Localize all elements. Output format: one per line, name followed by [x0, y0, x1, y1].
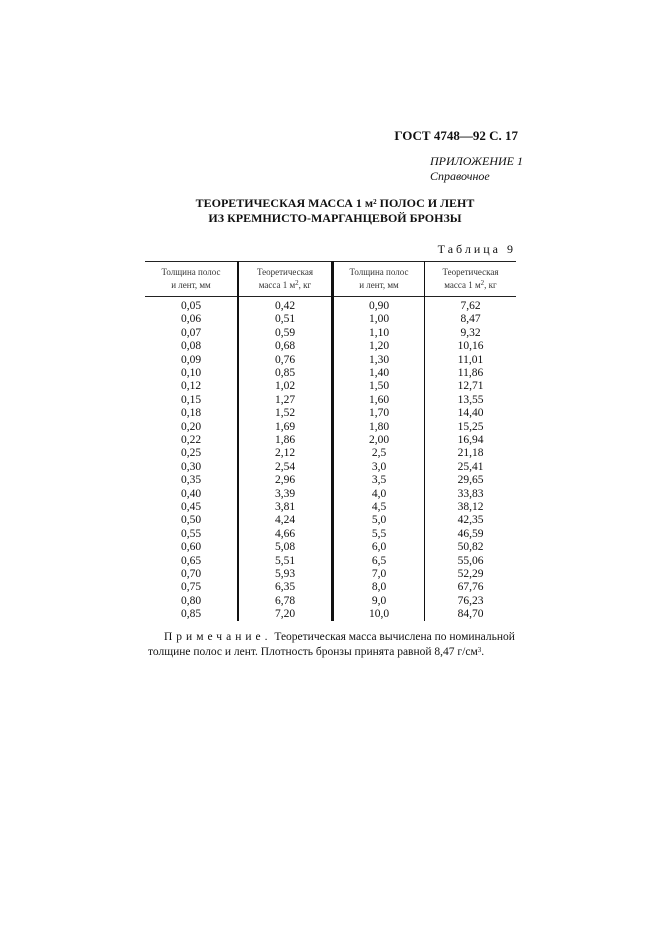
note-label: Примечание.	[164, 631, 272, 643]
table-cell: 33,83	[457, 487, 484, 500]
table-cell: 52,29	[457, 568, 484, 580]
table-row	[145, 581, 516, 594]
appendix-label	[430, 154, 523, 184]
document-title	[150, 196, 520, 226]
table-cell: 1,00	[368, 313, 390, 326]
table-row	[145, 595, 516, 608]
table-cell: 2,54	[274, 460, 296, 473]
table-cell: 0,18	[180, 407, 202, 420]
table-cell: 1,30	[368, 353, 390, 366]
table-cell: 4,5	[371, 501, 387, 513]
table-cell: 6,35	[274, 581, 296, 594]
title-text: ТЕОРЕТИЧЕСКАЯ МАССА 1 м	[195, 196, 374, 210]
table-number: Таблица 9	[437, 242, 516, 256]
column-header	[239, 266, 331, 292]
appendix-type: Справочное	[430, 169, 490, 183]
table-row	[145, 555, 516, 568]
table-row	[145, 300, 516, 313]
table-cell: 0,68	[274, 340, 296, 353]
header-line: Теоретическая	[442, 267, 499, 277]
table-cell: 12,71	[457, 380, 484, 393]
table-row	[145, 568, 516, 581]
table-row	[145, 541, 516, 554]
table-cell: 0,85	[274, 367, 296, 379]
table-row	[145, 380, 516, 393]
table-row	[145, 327, 516, 340]
table-cell: 0,85	[180, 608, 202, 621]
table-row	[145, 421, 516, 434]
header-line	[425, 279, 516, 292]
header-line	[239, 279, 331, 292]
header-text: масса 1 м	[258, 280, 296, 290]
table-cell: 76,23	[457, 594, 484, 607]
table-cell: 0,76	[274, 353, 296, 366]
table-cell: 0,09	[180, 353, 202, 366]
table-row	[145, 528, 516, 541]
title-text: ПОЛОС И ЛЕНТ	[376, 196, 475, 210]
table-cell: 8,0	[371, 581, 387, 594]
table-cell: 0,25	[180, 447, 202, 460]
title-line-1	[150, 196, 520, 211]
table-cell: 0,40	[180, 487, 202, 500]
header-text: , кг	[298, 280, 312, 290]
table-cell: 0,55	[180, 527, 202, 540]
table-cell: 0,70	[180, 568, 202, 580]
note-sup: 3	[477, 646, 482, 654]
table-cell: 7,62	[460, 300, 481, 312]
table-cell: 1,10	[368, 326, 390, 339]
table-row	[145, 461, 516, 474]
header-line	[334, 279, 424, 292]
table-row	[145, 501, 516, 514]
table-row	[145, 367, 516, 380]
table-cell: 9,0	[371, 594, 387, 607]
table-cell: 1,80	[368, 420, 390, 433]
table-cell: 5,93	[274, 568, 296, 580]
table-cell: 4,0	[371, 487, 387, 500]
table-cell: 15,25	[457, 420, 484, 433]
table-cell: 0,15	[180, 393, 202, 406]
table-cell: 5,51	[274, 554, 296, 567]
table-cell: 7,20	[274, 608, 296, 621]
table-cell: 9,32	[460, 326, 481, 339]
table-cell: 0,50	[180, 514, 202, 527]
table-cell: 0,05	[180, 300, 202, 312]
header-text: масса 1 м	[444, 280, 481, 290]
table-cell: 14,40	[457, 407, 484, 420]
page-header: ГОСТ 4748—92 С. 17	[394, 128, 518, 143]
note-text: Теоретическая масса вычислена по номинальной толщине полос и лент. Плотность бронзы принята равной 8,47 г/см	[148, 631, 515, 658]
table-cell: 1,86	[274, 434, 296, 446]
header-sup: 2	[480, 279, 485, 287]
table-cell: 5,0	[371, 514, 387, 527]
column-header	[145, 266, 237, 292]
title-line-2: ИЗ КРЕМНИСТО-МАРГАНЦЕВОЙ БРОНЗЫ	[208, 211, 462, 225]
table-cell: 6,0	[371, 541, 387, 554]
header-sup: 2	[295, 279, 299, 287]
header-line: Толщина полос	[161, 267, 221, 277]
table-cell: 0,22	[180, 434, 202, 446]
table-cell: 3,39	[274, 487, 296, 500]
header-line	[145, 279, 237, 292]
table-row	[145, 474, 516, 487]
table-cell: 1,20	[368, 340, 390, 353]
table-cell: 0,06	[180, 313, 202, 326]
table-row	[145, 434, 516, 447]
table-cell: 10,16	[457, 340, 484, 353]
table-cell: 11,86	[457, 367, 484, 379]
table-cell: 0,65	[180, 554, 202, 567]
table-cell: 0,59	[274, 326, 296, 339]
table-cell: 50,82	[457, 541, 484, 554]
table-cell: 10,0	[368, 608, 390, 621]
header-text: и лент, мм	[171, 280, 211, 290]
table-cell: 2,5	[371, 447, 387, 460]
table-cell: 4,24	[274, 514, 296, 527]
column-header	[425, 266, 516, 292]
table-cell: 3,0	[371, 460, 387, 473]
column-header	[334, 266, 424, 292]
table-cell: 7,0	[371, 568, 387, 580]
table-cell: 67,76	[457, 581, 484, 594]
table-cell: 25,41	[457, 460, 484, 473]
table-cell: 0,20	[180, 420, 202, 433]
header-text: , кг	[484, 280, 497, 290]
table-cell: 4,66	[274, 527, 296, 540]
table-cell: 1,27	[274, 393, 296, 406]
table-cell: 1,69	[274, 420, 296, 433]
table-row	[145, 354, 516, 367]
table-row	[145, 340, 516, 353]
table-cell: 42,35	[457, 514, 484, 527]
note-end: .	[481, 646, 485, 658]
table-row	[145, 313, 516, 326]
table-cell: 29,65	[457, 474, 484, 487]
table-cell: 21,18	[457, 447, 484, 460]
table-cell: 0,60	[180, 541, 202, 554]
table-cell: 1,40	[368, 367, 390, 379]
table-cell: 2,00	[368, 434, 390, 446]
table-cell: 3,5	[371, 474, 387, 487]
table-cell: 1,50	[368, 380, 390, 393]
table-cell: 1,70	[368, 407, 390, 420]
table-cell: 0,75	[180, 581, 202, 594]
table-cell: 13,55	[457, 393, 484, 406]
table-cell: 11,01	[457, 353, 484, 366]
table-cell: 0,45	[180, 501, 202, 513]
table-cell: 0,12	[180, 380, 202, 393]
table-row	[145, 407, 516, 420]
table-cell: 2,96	[274, 474, 296, 487]
table-row	[145, 608, 516, 621]
table-cell: 1,02	[274, 380, 296, 393]
table-cell: 16,94	[457, 434, 484, 446]
table-cell: 0,35	[180, 474, 202, 487]
table-row	[145, 447, 516, 460]
table-row	[145, 488, 516, 501]
table-cell: 0,51	[274, 313, 296, 326]
table-cell: 0,80	[180, 594, 202, 607]
table-cell: 2,12	[274, 447, 296, 460]
header-line: Теоретическая	[256, 267, 313, 277]
table-cell: 6,78	[274, 594, 296, 607]
table-cell: 55,06	[457, 554, 484, 567]
appendix-title: ПРИЛОЖЕНИЕ 1	[430, 154, 523, 168]
table-cell: 0,90	[368, 300, 390, 312]
table-note	[148, 630, 518, 660]
table-cell: 38,12	[457, 501, 484, 513]
table-cell: 5,5	[371, 527, 387, 540]
table-cell: 3,81	[274, 501, 296, 513]
table-cell: 5,08	[274, 541, 296, 554]
table-cell: 0,10	[180, 367, 202, 379]
table-cell: 84,70	[457, 608, 484, 621]
table-cell: 0,08	[180, 340, 202, 353]
table-cell: 6,5	[371, 554, 387, 567]
table-row	[145, 514, 516, 527]
header-text: и лент, мм	[359, 280, 399, 290]
header-line: Толщина полос	[349, 267, 409, 277]
table-cell: 8,47	[460, 313, 481, 326]
table-row	[145, 394, 516, 407]
title-sup: 2	[373, 198, 377, 206]
table-cell: 0,07	[180, 326, 202, 339]
table-cell: 0,42	[274, 300, 296, 312]
table-cell: 1,52	[274, 407, 296, 420]
table-cell: 46,59	[457, 527, 484, 540]
table-cell: 1,60	[368, 393, 390, 406]
table-cell: 0,30	[180, 460, 202, 473]
